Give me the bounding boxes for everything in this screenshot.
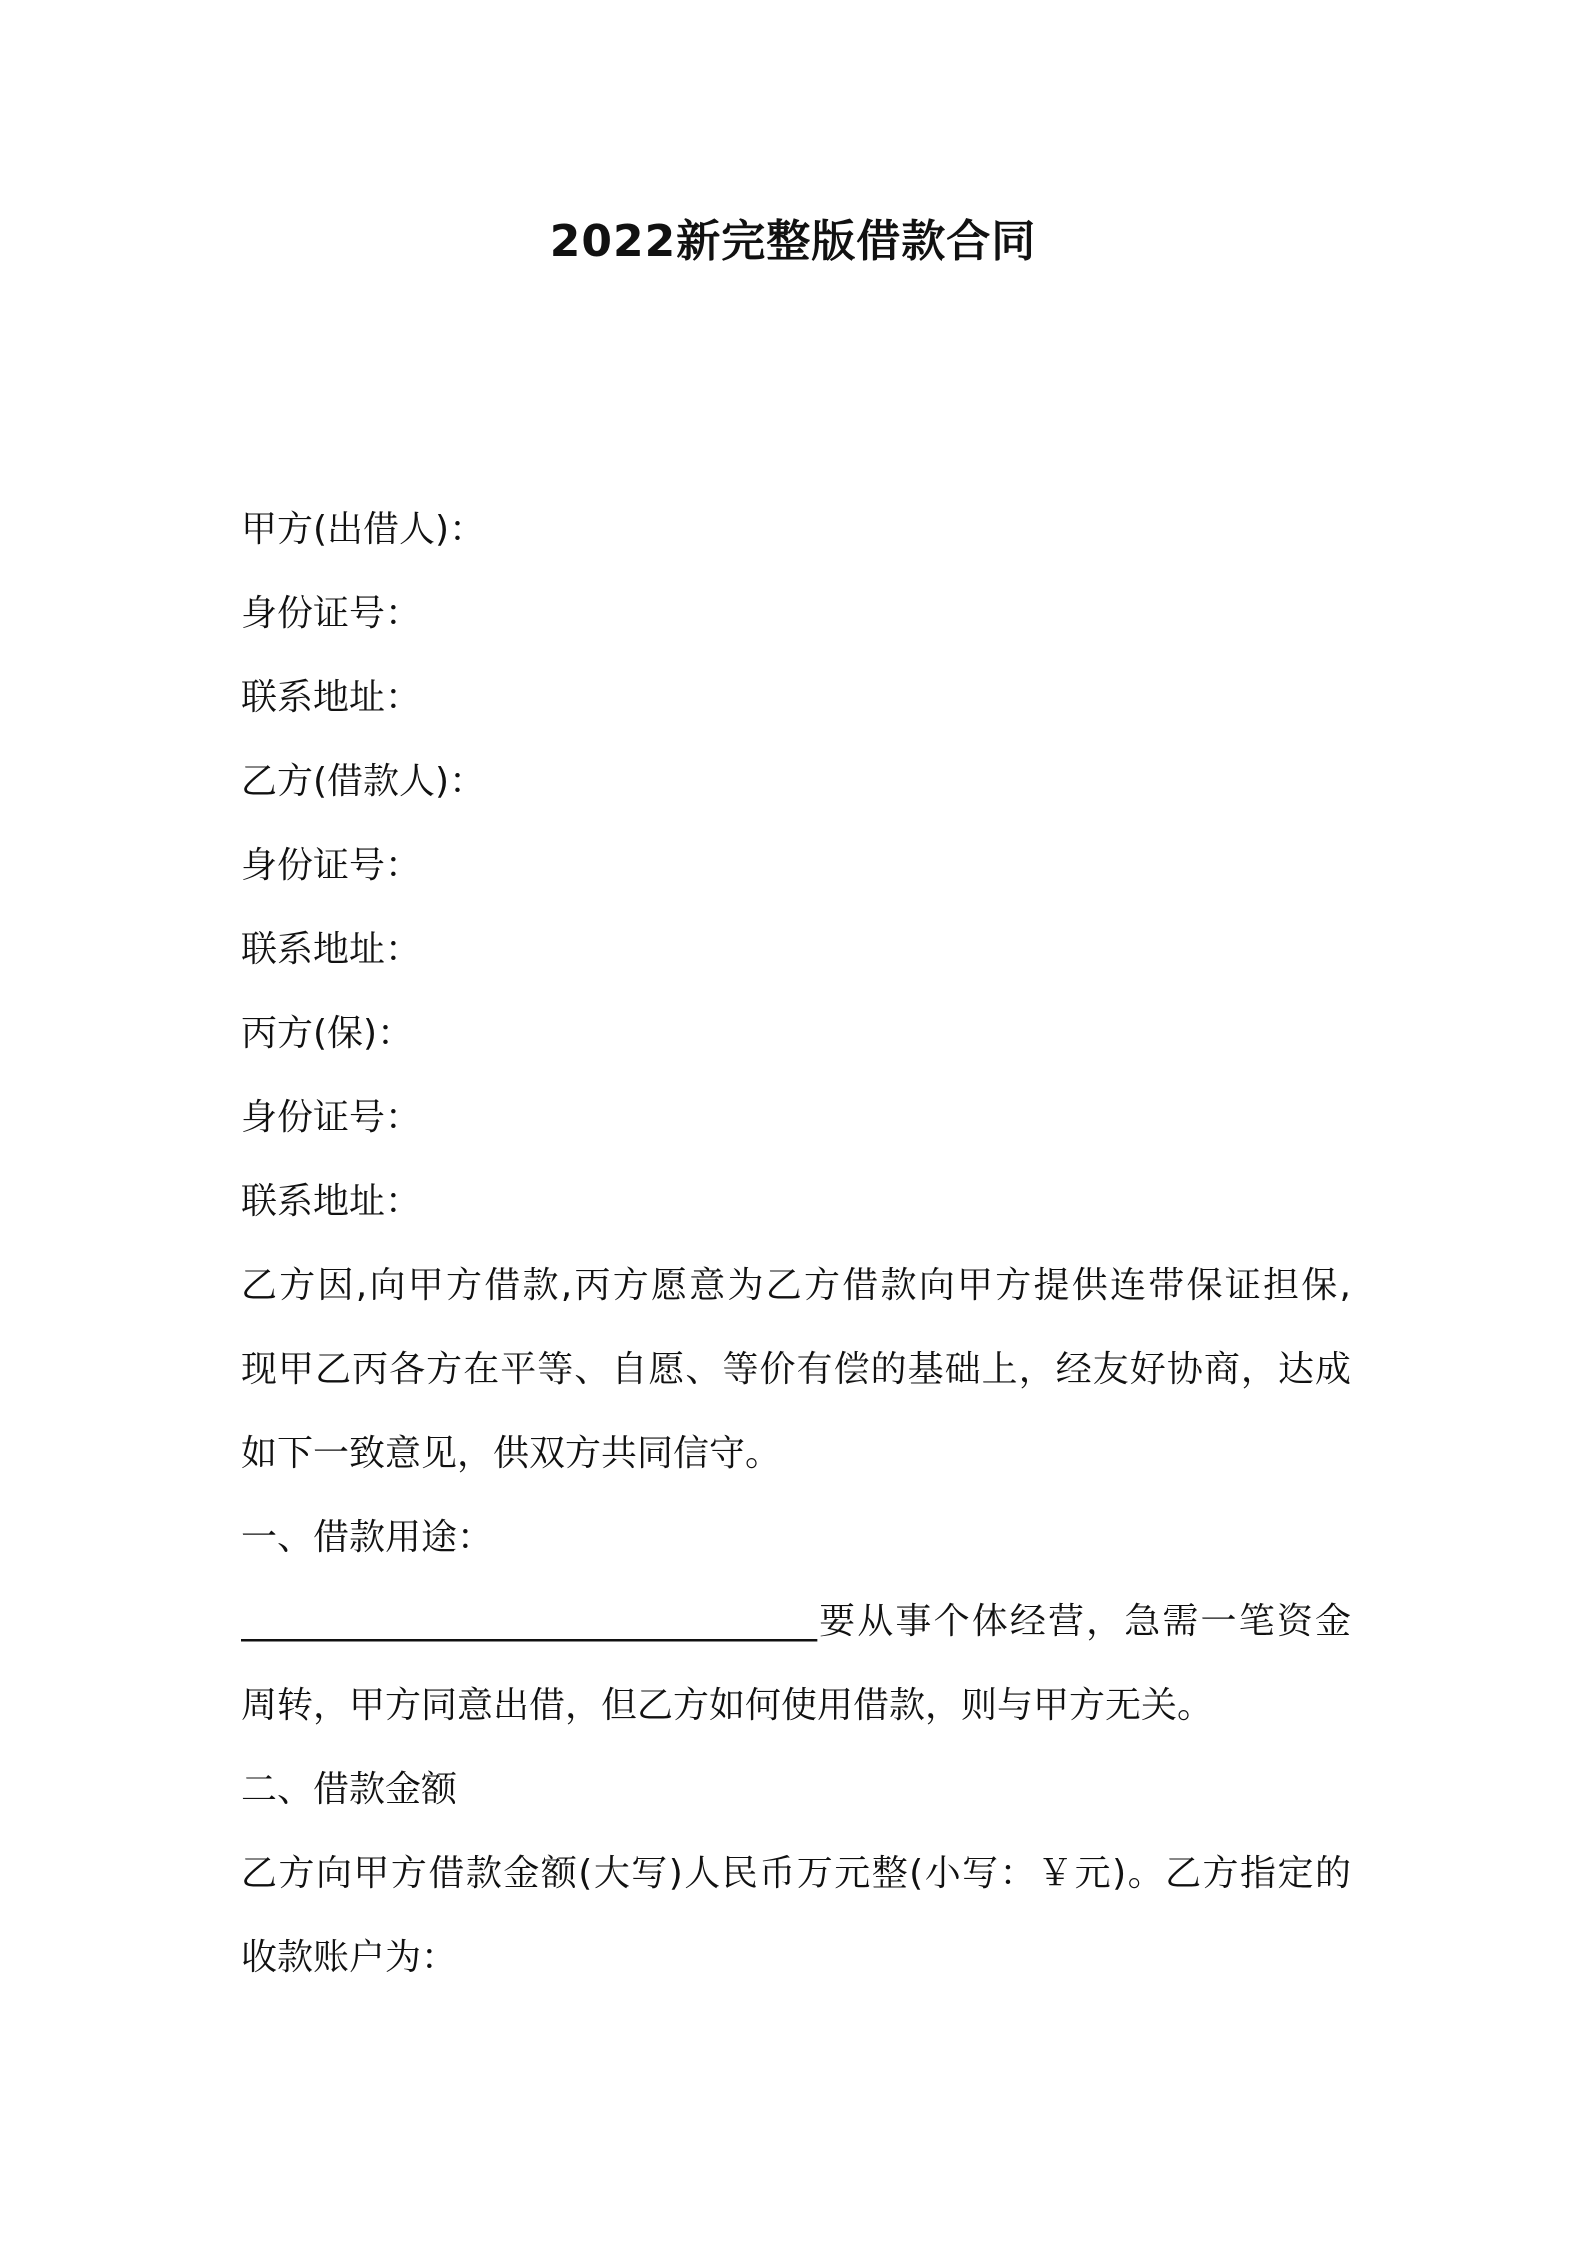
amount-line-2: 收款账户为： [241, 1937, 458, 1978]
purpose-line-2: 周转，甲方同意出借，但乙方如何使用借款，则与甲方无关。 [241, 1685, 1214, 1726]
guarantor-address-field: 联系地址： [241, 1181, 422, 1222]
preamble-line-3: 如下一致意见，供双方共同信守。 [241, 1433, 782, 1474]
document-body [241, 488, 1351, 2000]
document-title: 2022新完整版借款合同 [549, 216, 1037, 267]
borrower-address-field: 联系地址： [241, 929, 422, 970]
borrower-id-field: 身份证号： [241, 845, 422, 886]
lender-name-field: 甲方(出借人)： [241, 509, 486, 550]
preamble-line-2: 现甲乙丙各方在平等、自愿、等价有偿的基础上，经友好协商，达成 [241, 1349, 1351, 1390]
borrower-name-field: 乙方(借款人)： [241, 761, 486, 802]
section-heading-purpose: 一、借款用途： [241, 1517, 494, 1558]
purpose-line-1: ________________________________要从事个体经营，急需一笔资金 [241, 1601, 1351, 1642]
amount-line-1: 乙方向甲方借款金额(大写)人民币万元整(小写：￥元)。乙方指定的 [241, 1853, 1351, 1894]
preamble-line-1: 乙方因,向甲方借款,丙方愿意为乙方借款向甲方提供连带保证担保, [241, 1265, 1351, 1306]
section-heading-amount: 二、借款金额 [241, 1769, 458, 1810]
guarantor-name-field: 丙方(保)： [241, 1013, 414, 1054]
lender-id-field: 身份证号： [241, 593, 422, 634]
lender-address-field: 联系地址： [241, 677, 422, 718]
guarantor-id-field: 身份证号： [241, 1097, 422, 1138]
